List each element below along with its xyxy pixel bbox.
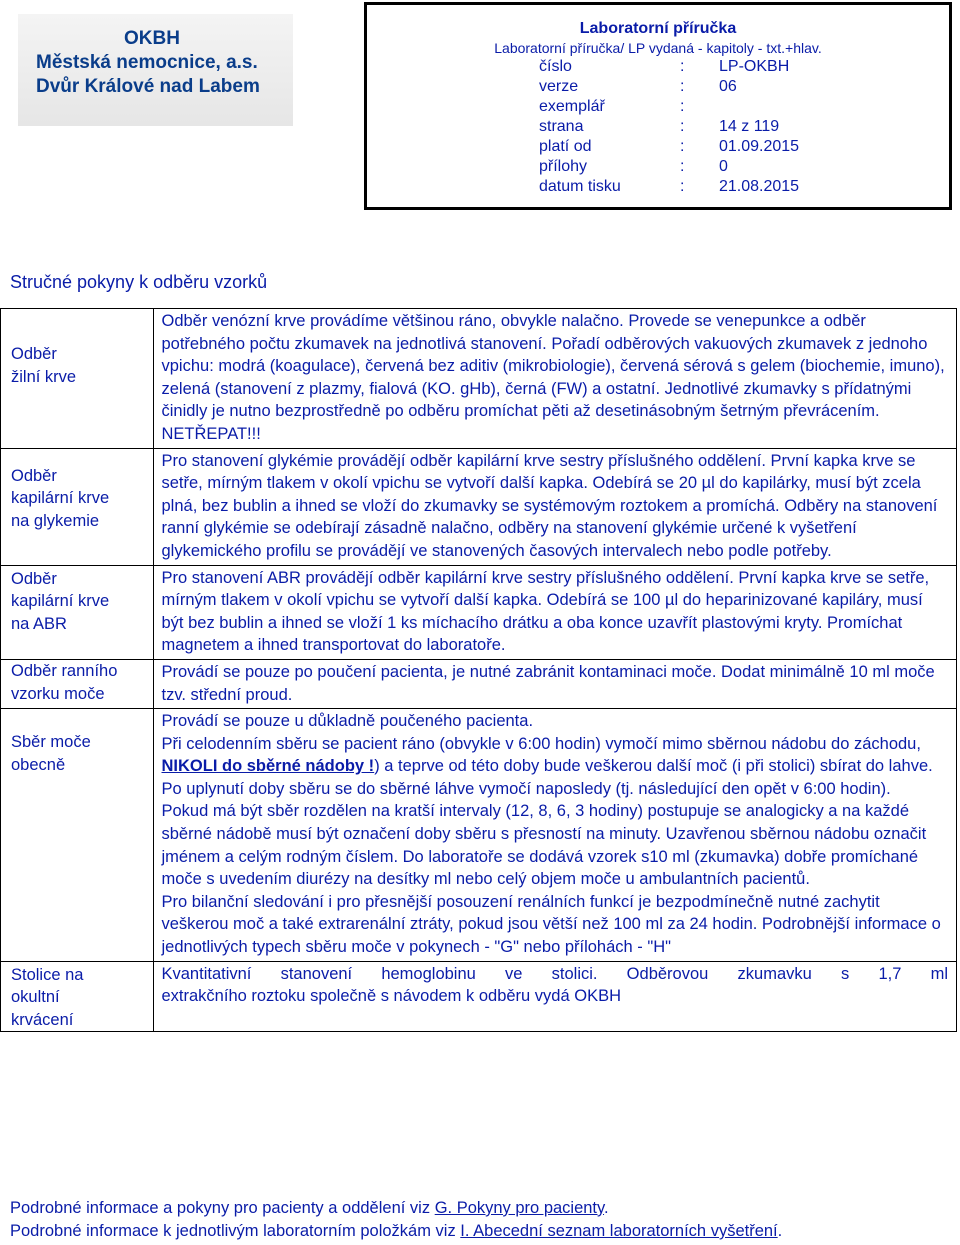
row-text-capillary-glycemia bbox=[153, 448, 957, 565]
row-text-morning-urine bbox=[153, 659, 957, 708]
paragraph: Provádí se pouze u důkladně poučeného pacienta. bbox=[161, 712, 534, 731]
row-label-venous-blood: Odběr žilní krve bbox=[1, 309, 132, 449]
link-patient-instructions[interactable]: G. Pokyny pro pacienty bbox=[434, 1199, 605, 1217]
row-label-occult-blood: Stolice na okultní krvácení bbox=[1, 961, 132, 1032]
row-text-urine-collection bbox=[153, 709, 957, 962]
header-value: 21.08.2015 bbox=[719, 178, 800, 195]
header-value: 14 z 119 bbox=[719, 118, 780, 135]
section-title: Stručné pokyny k odběru vzorků bbox=[10, 272, 268, 292]
link-lab-test-list[interactable]: I. Abecední seznam laboratorních vyšetření bbox=[460, 1222, 778, 1240]
logo-line-okbh: OKBH bbox=[124, 28, 180, 49]
document-subtitle: Laboratorní příručka/ LP vydaná - kapitoly - txt.+hlav. bbox=[494, 40, 822, 56]
table-row bbox=[1, 659, 957, 708]
paragraph: Pokud má být sběr rozdělen na kratší intervaly (12, 8, 6, 3 hodiny) postupuje se analogicky a na každé sběrné nádobě musí být označení doby sběru s přesností na minuty. Uzavřenou sběrnou nádobu označit jménem a celým rodným číslem. Do laboratoře se dodává vzorek s10 ml (zkumavka) dobře promíchané moče s uvedením diurézy na desítky ml nebo celý objem moče u ambulantních pacientů. bbox=[161, 802, 927, 889]
row-text-venous-blood bbox=[153, 309, 957, 449]
header-key: verze bbox=[539, 78, 579, 95]
row-label-urine-collection: Sběr moče obecně bbox=[1, 709, 132, 962]
paragraph: Kvantitativní stanovení hemoglobinu ve stolici. Odběrovou zkumavku s 1,7 ml bbox=[161, 964, 948, 983]
header-value: 06 bbox=[719, 78, 737, 95]
logo-line-hospital: Městská nemocnice, a.s. bbox=[36, 52, 258, 73]
header-sep: : bbox=[680, 118, 685, 135]
document-header-box bbox=[364, 2, 952, 210]
table-row bbox=[1, 565, 957, 659]
table-row bbox=[1, 448, 957, 565]
footer-note-patients: Podrobné informace a pokyny pro pacienty a oddělení viz G. Pokyny pro pacienty. bbox=[10, 1199, 609, 1217]
header-row-cislo bbox=[367, 57, 949, 77]
header-value: LP-OKBH bbox=[719, 58, 790, 75]
table-row bbox=[1, 709, 957, 962]
header-key: strana bbox=[539, 118, 584, 135]
paragraph: Pro bilanční sledování i pro přesnější posouzení renálních funkcí je bezpodmínečně nutné zachytit veškerou moč a také extrarenální ztráty, pokud jsou větší než 100 ml za 24 hodin. Podrobnější informace o jednotlivých typech sběru moče v pokynech - "G" nebo přílohách - "H" bbox=[161, 892, 941, 957]
header-value: 01.09.2015 bbox=[719, 138, 800, 155]
header-sep: : bbox=[680, 178, 685, 195]
header-sep: : bbox=[680, 138, 685, 155]
header-key: platí od bbox=[539, 138, 592, 155]
header-sep: : bbox=[680, 158, 685, 175]
paragraph: Pro stanovení glykémie provádějí odběr kapilární krve sestry příslušného oddělení. První kapka krve se setře, mírným tlakem v okolí vpichu se vytvoří další kapka. Odebírá se 20 µl do kapilárky, musí být zcela plná, bez bublin a ihned se vloží do zkumavky se systémovým roztokem a promíchá. Odběry na stanovení ranní glykémie se odebírají zásadně nalačno, odběry na stanovení glykémie určené k vyšetření glykemického profilu se provádějí ve stanovených časových intervalech nebo podle potřeby. bbox=[161, 451, 938, 560]
header-row-strana bbox=[367, 117, 949, 137]
paragraph: Při celodenním sběru se pacient ráno (obvykle v 6:00 hodin) vymočí mimo sběrnou nádobu do záchodu, NIKOLI do sběrné nádoby !) a teprve od této doby bude veškerou další moč (i při stolici) sbírat do lahve. Po uplynutí doby sběru se do sběrné láhve vymočí naposledy (tj. následující den opět v 6:00 hodin). bbox=[161, 734, 933, 798]
header-key: číslo bbox=[539, 58, 572, 75]
header-row-datum-tisku bbox=[367, 177, 949, 197]
row-text-occult-blood bbox=[153, 961, 957, 1032]
table-row bbox=[1, 309, 957, 449]
row-label-morning-urine: Odběr ranního vzorku moče bbox=[1, 659, 132, 708]
header-key: přílohy bbox=[539, 158, 588, 175]
paragraph: Odběr venózní krve provádíme většinou ráno, obvykle nalačno. Provede se venepunkce a odběr potřebného počtu zkumavek na jednotlivá stanovení. Pořadí odběrových vakuových zkumavek z jednoho vpichu: modrá (koagulace), červená bez aditiv (mikrobiologie), červená sérová s gelem (biochemie, imuno), zelená (stanovení z plazmy, fialová (KO. gHb), černá (FW) a ostatní. Jednotlivé zkumavky s přídatnými činidly je nutno bezprostředně po odběru promíchat pěti až desetinásobným šetrným převrácením. NETŘEPAT!!! bbox=[161, 312, 945, 443]
header-value: 0 bbox=[719, 158, 728, 175]
header-row-plati-od bbox=[367, 137, 949, 157]
row-label-capillary-glycemia: Odběr kapilární krve na glykemie bbox=[1, 448, 132, 565]
header-sep: : bbox=[680, 98, 685, 115]
header-sep: : bbox=[680, 58, 685, 75]
emphasis-not-into-container: NIKOLI do sběrné nádoby ! bbox=[161, 757, 375, 776]
header-key: datum tisku bbox=[539, 178, 621, 195]
paragraph: Provádí se pouze po poučení pacienta, je nutné zabránit kontaminaci moče. Dodat minimálně 10 ml moče tzv. střední proud. bbox=[161, 662, 935, 704]
document-title: Laboratorní příručka bbox=[579, 20, 737, 37]
header-row-verze bbox=[367, 77, 949, 97]
header-key: exemplář bbox=[539, 98, 605, 115]
paragraph: Pro stanovení ABR provádějí odběr kapilární krve sestry příslušného oddělení. První kapka krve se setře, mírným tlakem v okolí vpichu se vytvoří další kapka. Odebírá se 100 µl do heparinizované kapiláry, musí být bez bublin a ihned se vloží 1 ks míchacího drátku a oba konce uzavřít plastovými kryty. Promíchat magnetem a ihned transportovat do laboratoře. bbox=[161, 568, 930, 655]
footer-note-lab-items: Podrobné informace k jednotlivým laboratorním položkám viz I. Abecední seznam laboratorních vyšetření. bbox=[10, 1222, 783, 1240]
logo-line-city: Dvůr Králové nad Labem bbox=[36, 76, 260, 97]
header-row-exemplar bbox=[367, 97, 949, 117]
sampling-instructions-table bbox=[0, 308, 957, 1032]
header-row-prilohy bbox=[367, 157, 949, 177]
row-text-capillary-abr bbox=[153, 565, 957, 659]
hospital-logo bbox=[18, 14, 293, 126]
row-label-capillary-abr: Odběr kapilární krve na ABR bbox=[1, 565, 132, 659]
table-row bbox=[1, 961, 957, 1032]
paragraph: extrakčního roztoku společně s návodem k odběru vydá OKBH bbox=[161, 987, 621, 1006]
header-sep: : bbox=[680, 78, 685, 95]
